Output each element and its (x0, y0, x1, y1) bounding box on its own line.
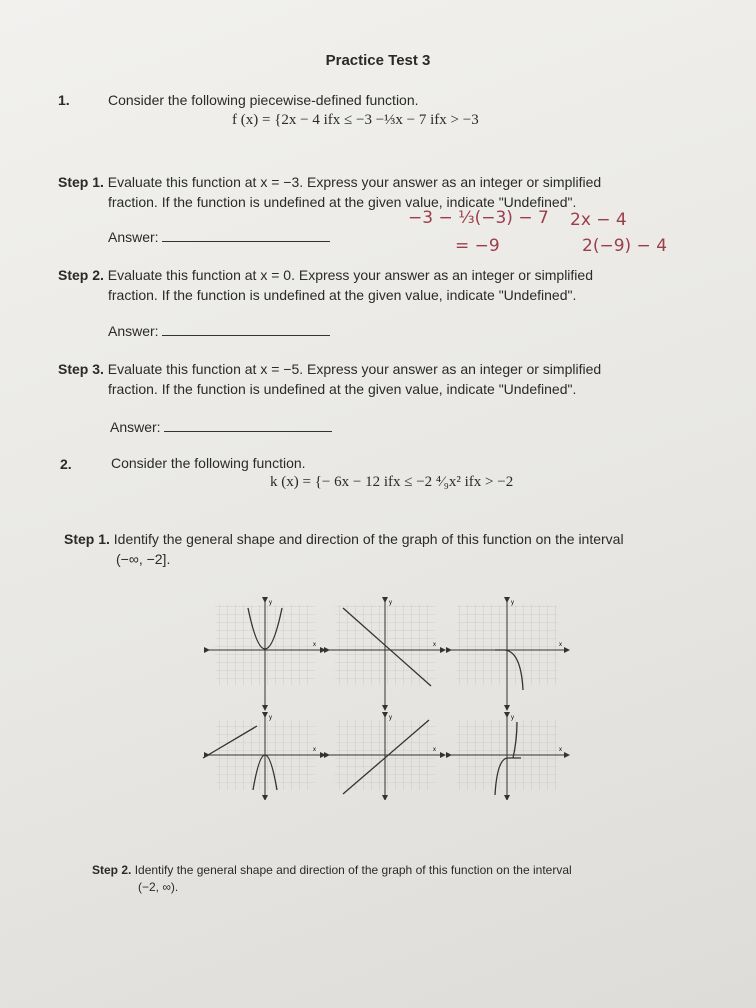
answer-line[interactable] (164, 419, 332, 432)
step-text-line1: Identify the general shape and direction of the graph of this function on the interval (113, 531, 624, 547)
handwritten-work-b: = −9 (455, 236, 500, 256)
step-text-line1: Identify the general shape and direction of the graph of this function on the interval (134, 863, 572, 877)
graph-option-5[interactable] (327, 715, 443, 798)
graph-options (195, 590, 585, 800)
graph-option-1[interactable] (207, 600, 323, 708)
answer-label: Answer: (110, 419, 161, 435)
y-axis-label: y (269, 715, 272, 721)
question-2-function: k (x) = {− 6x − 12 ifx ≤ −2 ⁴⁄₉x² ifx > −2 (270, 474, 514, 490)
question-2-number: 2. (60, 456, 72, 472)
question-2-prompt: Consider the following function. (111, 455, 306, 471)
step-text-line2: (−∞, −2]. (116, 551, 171, 567)
graph-option-6[interactable] (449, 715, 567, 798)
step-text-line2: (−2, ∞). (138, 880, 179, 894)
q1-answer-2 (108, 323, 330, 339)
q1-answer-1 (108, 229, 330, 245)
question-1-function: f (x) = {2x − 4 ifx ≤ −3 −⅓x − 7 ifx > −3 (232, 112, 479, 128)
q1-step-1 (58, 172, 718, 212)
step-text-line2: fraction. If the function is undefined at the given value, indicate "Undefined". (108, 194, 577, 210)
step-label: Step 1. (64, 531, 110, 547)
q1-answer-3 (110, 419, 332, 435)
step-label: Step 1. (58, 174, 104, 190)
y-axis-label: y (389, 715, 392, 721)
x-axis-label: x (559, 747, 562, 753)
step-text-line2: fraction. If the function is undefined at the given value, indicate "Undefined". (108, 381, 577, 397)
y-axis-label: y (389, 600, 392, 606)
step-label: Step 3. (58, 361, 104, 377)
question-1-number: 1. (58, 92, 70, 108)
handwritten-work-c: 2x − 4 (570, 210, 627, 230)
handwritten-work-d: 2(−9) − 4 (582, 236, 668, 256)
answer-label: Answer: (108, 323, 159, 339)
question-1-prompt: Consider the following piecewise-defined function. (108, 92, 419, 108)
step-label: Step 2. (92, 863, 132, 877)
graph-option-2[interactable] (327, 600, 443, 708)
q2-step-1 (64, 529, 724, 569)
q2-step-2 (92, 862, 732, 896)
handwritten-work-a: −3 − ⅓(−3) − 7 (408, 208, 549, 228)
q1-step-2 (58, 265, 718, 305)
x-axis-label: x (433, 642, 436, 648)
answer-line[interactable] (162, 229, 330, 242)
graph-option-3[interactable] (449, 600, 567, 708)
step-text-line2: fraction. If the function is undefined at the given value, indicate "Undefined". (108, 287, 577, 303)
q1-step-3 (58, 359, 718, 399)
answer-label: Answer: (108, 229, 159, 245)
step-text-line1: Evaluate this function at x = 0. Express your answer as an integer or simplified (107, 267, 593, 283)
x-axis-label: x (433, 747, 436, 753)
step-text-line1: Evaluate this function at x = −5. Express your answer as an integer or simplified (107, 361, 602, 377)
y-axis-label: y (269, 600, 272, 606)
step-text-line1: Evaluate this function at x = −3. Express your answer as an integer or simplified (107, 174, 602, 190)
x-axis-label: x (559, 642, 562, 648)
y-axis-label: y (511, 600, 514, 606)
x-axis-label: x (313, 642, 316, 648)
graph-option-4[interactable] (203, 715, 323, 798)
answer-line[interactable] (162, 323, 330, 336)
step-label: Step 2. (58, 267, 104, 283)
x-axis-label: x (313, 747, 316, 753)
page-title: Practice Test 3 (325, 52, 431, 69)
y-axis-label: y (511, 715, 514, 721)
